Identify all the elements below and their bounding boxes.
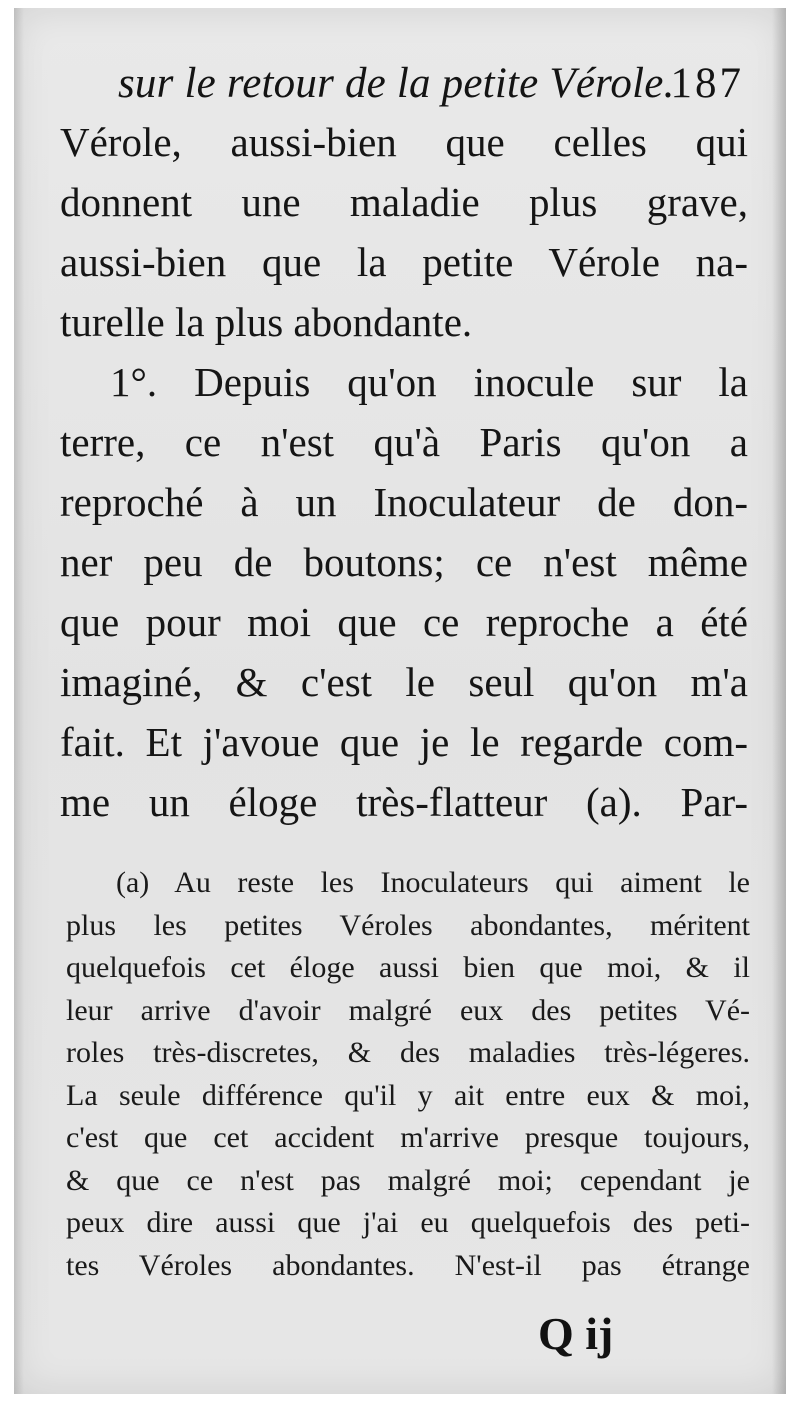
footnote-line: La seule différence qu'il y ait entre eux & moi,	[66, 1078, 750, 1112]
book-page	[14, 8, 786, 1394]
footnote-line: quelquefois cet éloge aussi bien que moi, & il	[66, 951, 750, 984]
body-line: fait. Et j'avoue que je le regarde com-	[60, 719, 748, 765]
body-line: imaginé, & c'est le seul qu'on m'a	[60, 659, 748, 705]
footnote-line: roles très-discretes, & des maladies très-légeres.	[66, 1036, 750, 1069]
body-line: me un éloge très-flatteur (a). Par-	[60, 779, 748, 825]
page-number: 187	[670, 60, 744, 107]
running-head-title: sur le retour de la petite Vérole.	[118, 60, 675, 107]
running-head	[118, 52, 744, 116]
footnote-line: leur arrive d'avoir malgré eux des petites Vé-	[66, 993, 750, 1027]
signature-mark: Q ij	[538, 1308, 614, 1359]
footnote-line: (a) Au reste les Inoculateurs qui aiment le	[116, 866, 750, 899]
body-line: reproché à un Inoculateur de don-	[60, 479, 748, 525]
body-line: aussi-bien que la petite Vérole na-	[60, 239, 748, 285]
body-line: terre, ce n'est qu'à Paris qu'on a	[60, 419, 748, 465]
body-line: turelle la plus abondante.	[60, 299, 473, 345]
body-line: 1°. Depuis qu'on inocule sur la	[110, 359, 748, 405]
footnote-line: tes Véroles abondantes. N'est-il pas étrange	[66, 1248, 750, 1282]
footnote-line: & que ce n'est pas malgré moi; cependant je	[66, 1163, 750, 1197]
body-line: ner peu de boutons; ce n'est même	[60, 539, 748, 585]
body-line: Vérole, aussi-bien que celles qui	[60, 119, 748, 165]
footnote-line: plus les petites Véroles abondantes, méritent	[66, 908, 750, 942]
gutter-shadow	[14, 8, 24, 1394]
footnote-line: c'est que cet accident m'arrive presque toujours,	[66, 1121, 750, 1154]
body-line: donnent une maladie plus grave,	[60, 179, 748, 225]
footnote-line: peux dire aussi que j'ai eu quelquefois des peti-	[66, 1206, 750, 1239]
footnote	[66, 862, 750, 1287]
body-line: que pour moi que ce reproche a été	[60, 599, 748, 645]
body-text	[60, 112, 748, 832]
